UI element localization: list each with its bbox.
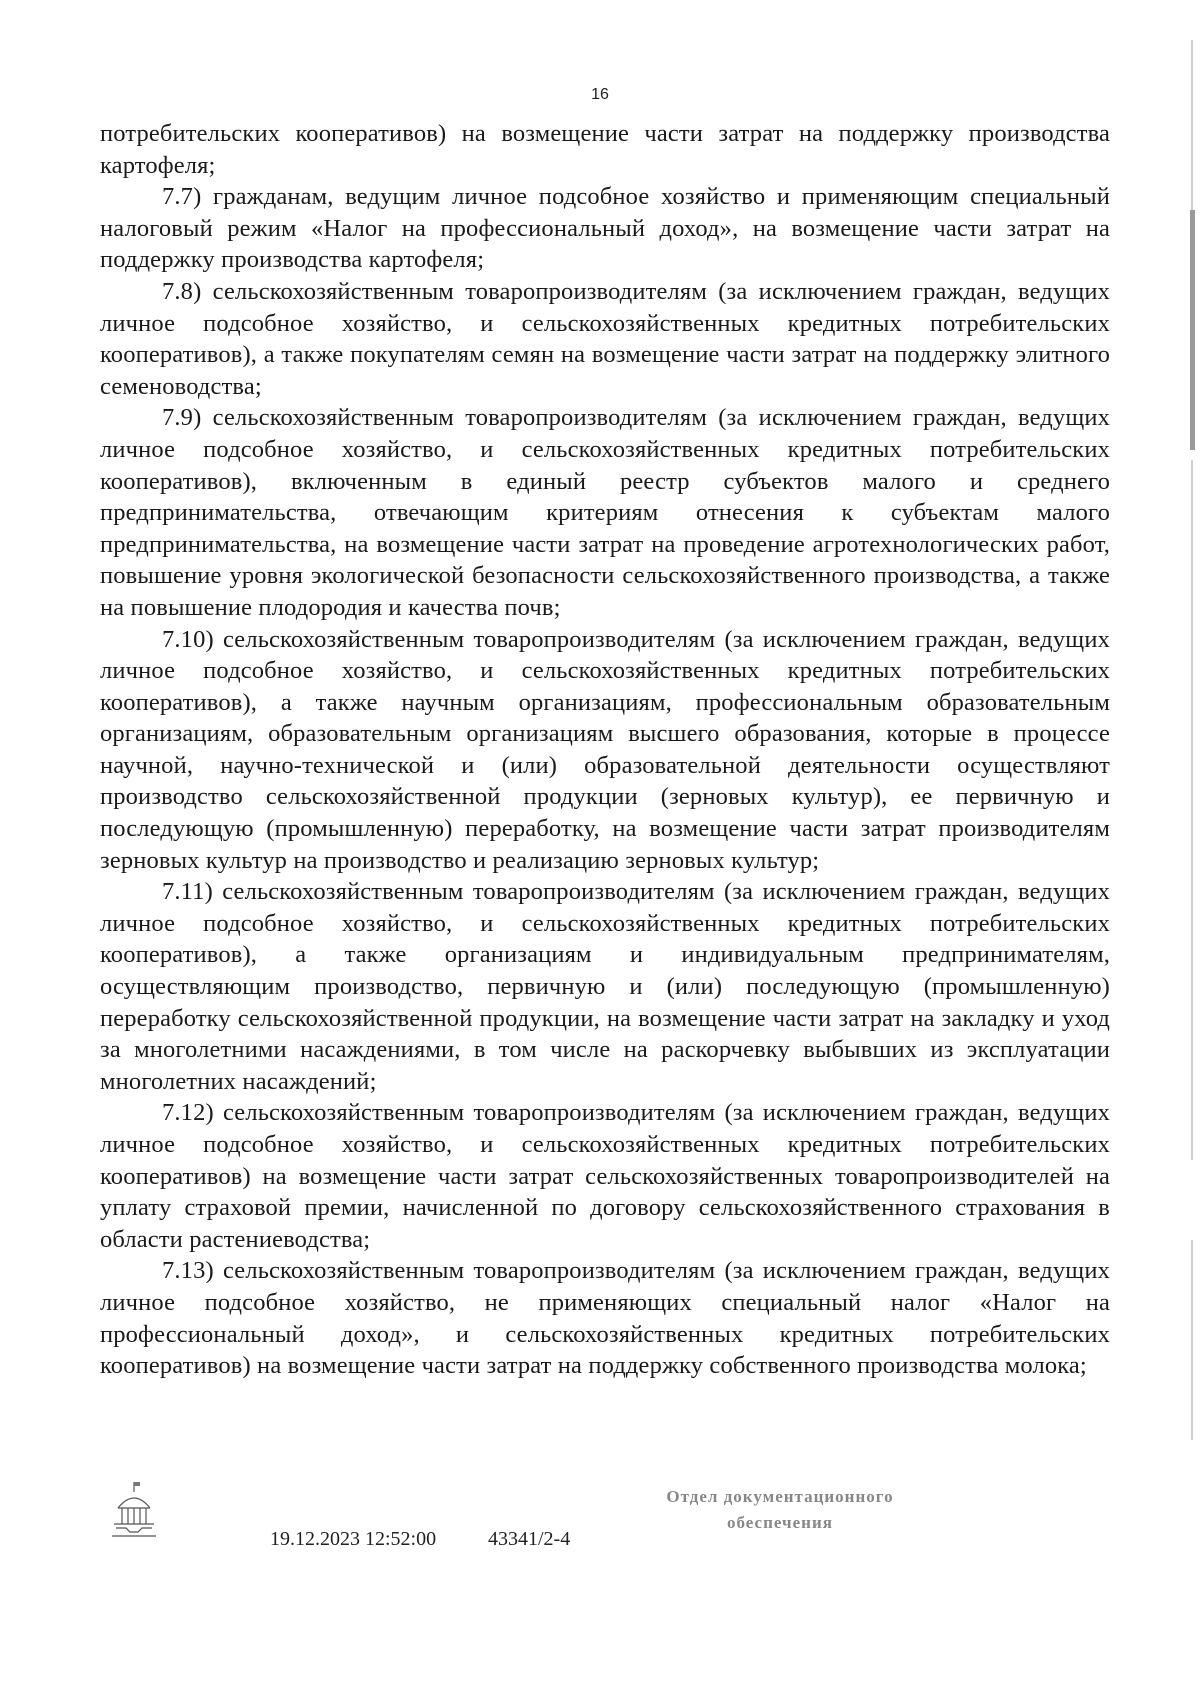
paragraph-7-9: 7.9) сельскохозяйственным товаропроизводителям (за исключением граждан, ведущих личное подсобное хозяйство, и сельскохозяйственных кредитных потребительских кооперативов), включенным в единый реестр субъектов малого и среднего предпринимательства, отвечающим критериям отнесения к субъектам малого предпринимательства, на возмещение части затрат на проведение агротехнологических работ, повышение уровня экологической безопасности сельскохозяйственного производства, а также на повышение плодородия и качества почв;: [100, 404, 1110, 621]
paragraph-7-13: 7.13) сельскохозяйственным товаропроизводителям (за исключением граждан, ведущих личное подсобное хозяйство, не применяющих специальный налог «Налог на профессиональный доход», и сельскохозяйственных кредитных потребительских кооперативов) на возмещение части затрат на поддержку собственного производства молока;: [100, 1257, 1110, 1380]
duma-building-icon: [106, 1480, 162, 1540]
page-number: 16: [591, 86, 609, 103]
stamp-line-1: Отдел документационного: [666, 1487, 894, 1506]
paragraph-7-11: 7.11) сельскохозяйственным товаропроизводителям (за исключением граждан, ведущих личное подсобное хозяйство, и сельскохозяйственных кредитных потребительских кооперативов), а также организациям и индивидуальным предпринимателям, осуществляющим производство, первичную и (или) последующую (промышленную) переработку сельскохозяйственной продукции, на возмещение части затрат на закладку и уход за многолетними насаждениями, в том числе на раскорчевку выбывших из эксплуатации многолетних насаждений;: [100, 878, 1110, 1095]
paragraph-7-12: 7.12) сельскохозяйственным товаропроизводителям (за исключением граждан, ведущих личное подсобное хозяйство, и сельскохозяйственных кредитных потребительских кооперативов) на возмещение части затрат сельскохозяйственных товаропроизводителей на уплату страховой премии, начисленной по договору сельскохозяйственного страхования в области растениеводства;: [100, 1099, 1110, 1253]
paragraph-continuation: потребительских кооперативов) на возмещение части затрат на поддержку производства картофеля;: [100, 120, 1110, 179]
footer-datetime: 19.12.2023 12:52:00: [270, 1528, 437, 1550]
footer-document-number: 43341/2-4: [488, 1528, 571, 1550]
scan-edge-marks: [1188, 40, 1196, 1440]
department-stamp: [640, 1484, 920, 1536]
document-body: [100, 118, 1110, 1382]
stamp-line-2: обеспечения: [727, 1513, 833, 1532]
paragraph-7-10: 7.10) сельскохозяйственным товаропроизводителям (за исключением граждан, ведущих личное подсобное хозяйство, и сельскохозяйственных кредитных потребительских кооперативов), а также научным организациям, профессиональным образовательным организациям, образовательным организациям высшего образования, которые в процессе научной, научно-технической и (или) образовательной деятельности осуществляют производство сельскохозяйственной продукции (зерновых культур), ее первичную и последующую (промышленную) переработку, на возмещение части затрат производителям зерновых культур на производство и реализацию зерновых культур;: [100, 625, 1110, 874]
paragraph-7-8: 7.8) сельскохозяйственным товаропроизводителям (за исключением граждан, ведущих личное подсобное хозяйство, и сельскохозяйственных кредитных потребительских кооперативов), а также покупателям семян на возмещение части затрат на поддержку элитного семеноводства;: [100, 277, 1110, 400]
page-footer: [0, 1480, 1200, 1600]
paragraph-7-7: 7.7) гражданам, ведущим личное подсобное хозяйство и применяющим специальный налоговый режим «Налог на профессиональный доход», на возмещение части затрат на поддержку производства картофеля;: [100, 183, 1110, 274]
